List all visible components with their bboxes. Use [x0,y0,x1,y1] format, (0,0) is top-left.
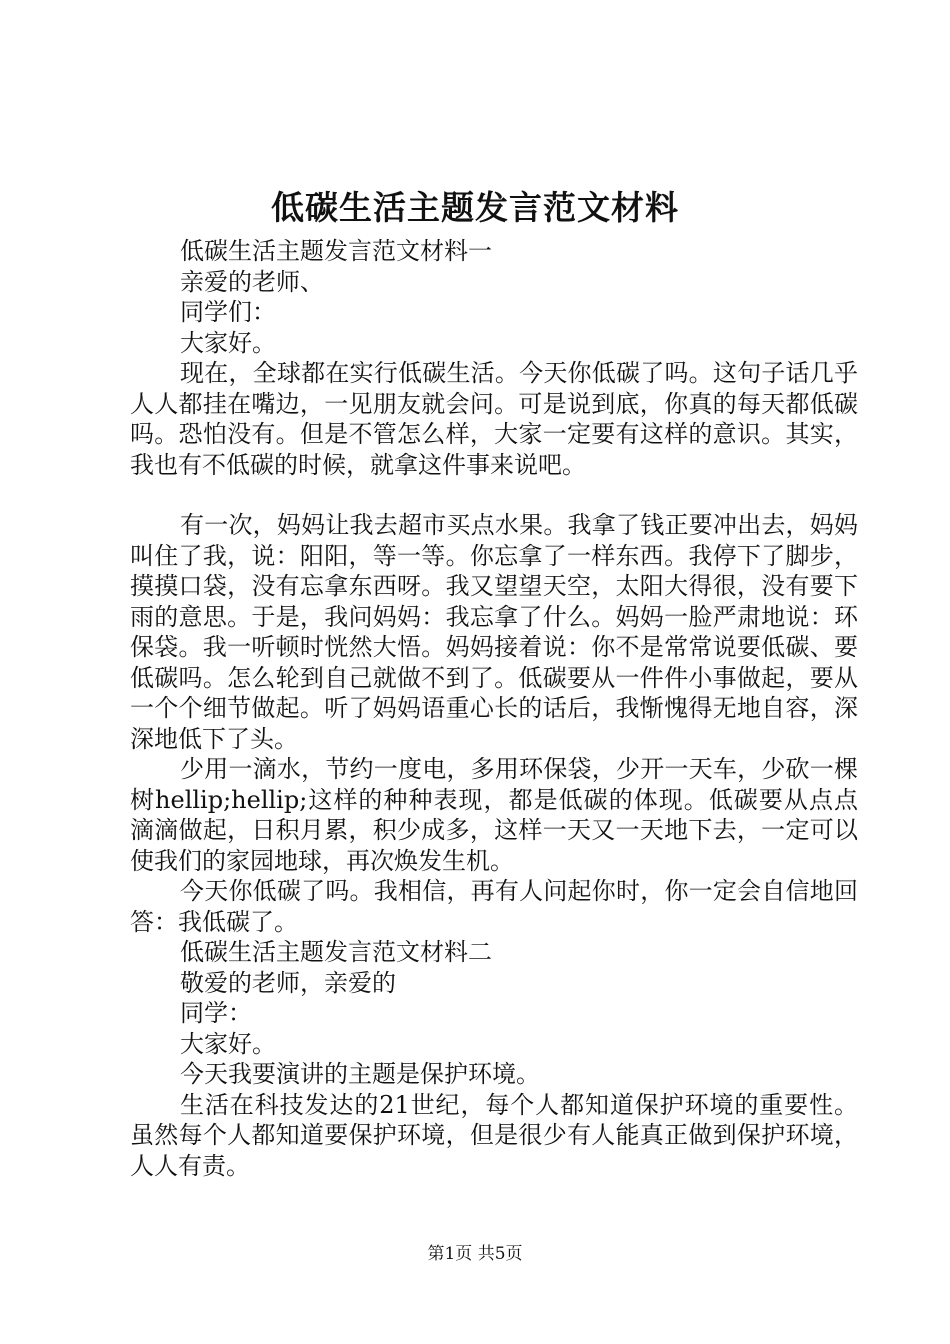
body-paragraph: 少用一滴水，节约一度电，多用环保袋，少开一天车，少砍一棵树hellip;hellip;这样的种种表现，都是低碳的体现。低碳要从点点滴滴做起，日积月累，积少成多，这样一天又一天地下去，一定可以使我们的家园地球，再次焕发生机。 [130,755,858,875]
greeting-line: 大家好。 [180,328,276,357]
greeting-line: 大家好。 [180,1029,276,1058]
salutation-line: 同学： [180,999,252,1027]
body-paragraph: 有一次，妈妈让我去超市买点水果。我拿了钱正要冲出去，妈妈叫住了我，说：阳阳，等一等。你忘拿了一样东西。我停下了脚步，摸摸口袋，没有忘拿东西呀。我又望望天空，太阳大得很，没有要下雨的意思。于是，我问妈妈：我忘拿了什么。妈妈一脸严肃地说：环保袋。我一听顿时恍然大悟。妈妈接着说：你不是常常说要低碳、要低碳吗。怎么轮到自己就做不到了。低碳要从一件件小事做起，要从一个个细节做起。听了妈妈语重心长的话后，我惭愧得无地自容，深深地低下了头。 [130,511,858,753]
body-paragraph: 生活在科技发达的21世纪，每个人都知道保护环境的重要性。虽然每个人都知道要保护环境，但是很少有人能真正做到保护环境，人人有责。 [130,1090,858,1180]
paragraph-spacer [130,480,858,510]
salutation-line: 敬爱的老师，亲爱的 [180,968,396,997]
section-heading-2: 低碳生活主题发言范文材料二 [180,938,492,966]
page-number-footer: 第1页 共5页 [427,1244,523,1264]
document-title: 低碳生活主题发言范文材料 [271,188,679,227]
section-heading-1: 低碳生活主题发言范文材料一 [180,237,492,265]
body-paragraph: 今天我要演讲的主题是保护环境。 [180,1060,540,1088]
body-paragraph: 现在，全球都在实行低碳生活。今天你低碳了吗。这句子话几乎人人都挂在嘴边，一见朋友就会问。可是说到底，你真的每天都低碳吗。恐怕没有。但是不管怎么样，大家一定要有这样的意识。其实，我也有不低碳的时候，就拿这件事来说吧。 [130,359,858,479]
salutation-line: 同学们： [180,298,276,326]
salutation-line: 亲爱的老师、 [180,267,324,296]
document-body [130,236,858,1181]
body-paragraph: 今天你低碳了吗。我相信，再有人问起你时，你一定会自信地回答：我低碳了。 [130,877,858,936]
